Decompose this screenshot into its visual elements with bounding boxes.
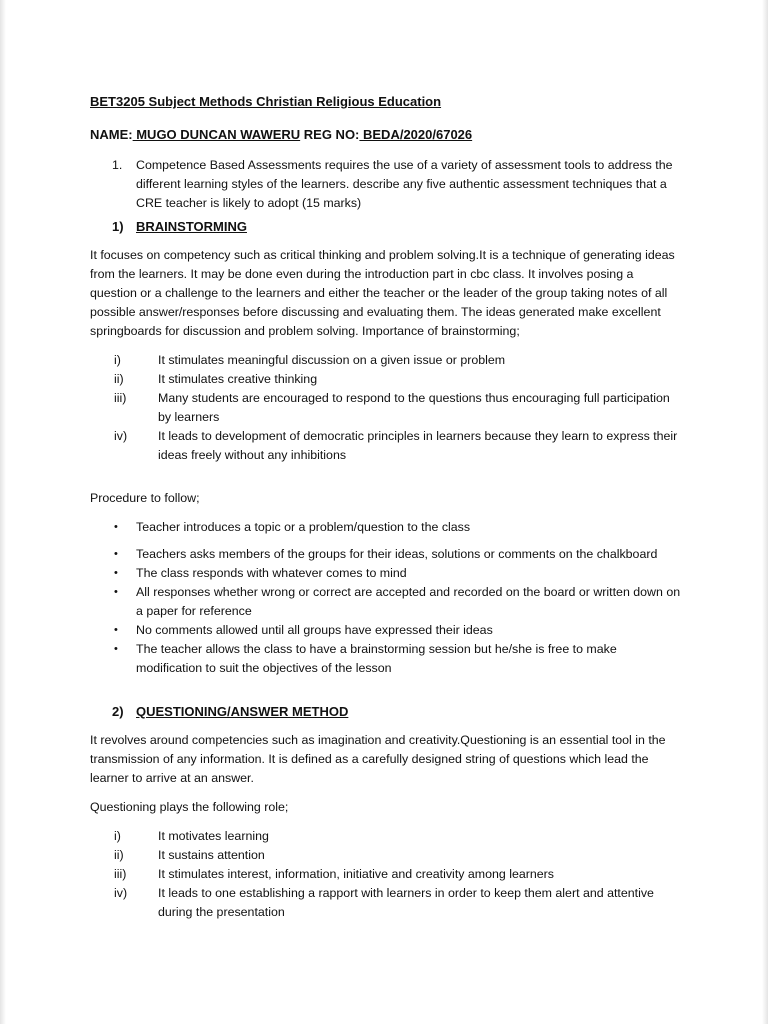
list-item bbox=[90, 370, 682, 389]
list-text: Teacher introduces a topic or a problem/question to the class bbox=[136, 520, 471, 534]
list-item bbox=[90, 827, 682, 846]
questioning-role-list bbox=[90, 827, 682, 922]
brainstorming-importance-list bbox=[90, 351, 682, 465]
section-title: BRAINSTORMING bbox=[136, 219, 247, 234]
list-text: It leads to one establishing a rapport with learners in order to keep them alert and attentive during the presentation bbox=[158, 886, 654, 919]
list-marker: ii) bbox=[114, 848, 124, 862]
list-text: It leads to development of democratic principles in learners because they learn to express their ideas freely without any inhibitions bbox=[158, 429, 678, 462]
list-marker: iv) bbox=[114, 886, 128, 900]
list-text: It stimulates meaningful discussion on a given issue or problem bbox=[158, 353, 506, 367]
reg-label: REG NO: bbox=[300, 127, 360, 142]
bullet-icon: • bbox=[114, 548, 118, 560]
questioning-intro: It revolves around competencies such as imagination and creativity.Questioning is an essential tool in the transmission of any information. It is defined as a carefully designed string of questions which lead the learner to arrive at an answer. bbox=[90, 733, 666, 785]
reg-number: BEDA/2020/67026 bbox=[359, 127, 473, 142]
list-text: It motivates learning bbox=[158, 829, 269, 843]
question-item bbox=[90, 156, 682, 213]
list-item bbox=[90, 846, 682, 865]
page-edge-right bbox=[762, 0, 768, 1024]
list-text: It stimulates interest, information, initiative and creativity among learners bbox=[158, 867, 554, 881]
section-heading-brainstorming bbox=[90, 217, 682, 236]
page-edge-left bbox=[0, 0, 6, 1024]
list-text: The class responds with whatever comes to mind bbox=[136, 566, 407, 580]
list-item bbox=[90, 389, 682, 427]
questioning-role-label: Questioning plays the following role; bbox=[90, 800, 289, 814]
bullet-icon: • bbox=[114, 586, 118, 598]
list-marker: iii) bbox=[114, 391, 127, 405]
question-text: Competence Based Assessments requires the use of a variety of assessment tools to address the different learning styles of the learners. describe any five authentic assessment techniques that a CRE teacher is likely to adopt (15 marks) bbox=[136, 158, 673, 210]
name-label: NAME: bbox=[90, 127, 133, 142]
bullet-icon: • bbox=[114, 521, 118, 533]
list-item bbox=[90, 427, 682, 465]
list-item bbox=[90, 518, 682, 537]
procedure-label: Procedure to follow; bbox=[90, 491, 200, 505]
list-marker: i) bbox=[114, 829, 121, 843]
list-text: Many students are encouraged to respond to the questions thus encouraging full participation by learners bbox=[158, 391, 670, 424]
section-title: QUESTIONING/ANSWER METHOD bbox=[136, 704, 349, 719]
list-text: The teacher allows the class to have a brainstorming session but he/she is free to make modification to suit the objectives of the lesson bbox=[136, 642, 617, 675]
list-marker: iii) bbox=[114, 867, 127, 881]
section-number: 2) bbox=[112, 704, 124, 719]
list-item bbox=[90, 640, 682, 678]
document-body bbox=[90, 92, 682, 932]
list-item bbox=[90, 865, 682, 884]
bullet-icon: • bbox=[114, 643, 118, 655]
brainstorming-intro: It focuses on competency such as critical thinking and problem solving.It is a technique of generating ideas from the learners. It may be done even during the introduction part in cbc class. It involves posing a question or a challenge to the learners and either the teacher or the leader of the group taking notes of all possible answer/responses before discussing and evaluating them. The ideas generated make excellent springboards for discussion and problem solving. Importance of brainstorming; bbox=[90, 248, 675, 338]
list-item bbox=[90, 545, 682, 564]
list-marker: i) bbox=[114, 353, 121, 367]
list-item bbox=[90, 583, 682, 621]
list-marker: iv) bbox=[114, 429, 128, 443]
list-text: No comments allowed until all groups have expressed their ideas bbox=[136, 623, 493, 637]
list-marker: ii) bbox=[114, 372, 124, 386]
question-number: 1. bbox=[112, 158, 123, 172]
list-text: It stimulates creative thinking bbox=[158, 372, 318, 386]
list-text: It sustains attention bbox=[158, 848, 265, 862]
list-item bbox=[90, 351, 682, 370]
list-item bbox=[90, 884, 682, 922]
list-text: Teachers asks members of the groups for their ideas, solutions or comments on the chalkboard bbox=[136, 547, 658, 561]
procedure-list bbox=[90, 518, 682, 678]
student-name: MUGO DUNCAN WAWERU bbox=[132, 127, 301, 142]
list-text: All responses whether wrong or correct are accepted and recorded on the board or written down on a paper for reference bbox=[136, 585, 681, 618]
section-heading-questioning bbox=[90, 702, 682, 721]
bullet-icon: • bbox=[114, 624, 118, 636]
document-title: BET3205 Subject Methods Christian Religious Education bbox=[90, 94, 442, 109]
bullet-icon: • bbox=[114, 567, 118, 579]
list-item bbox=[90, 621, 682, 640]
section-number: 1) bbox=[112, 219, 124, 234]
student-info-line bbox=[90, 125, 682, 144]
list-item bbox=[90, 564, 682, 583]
